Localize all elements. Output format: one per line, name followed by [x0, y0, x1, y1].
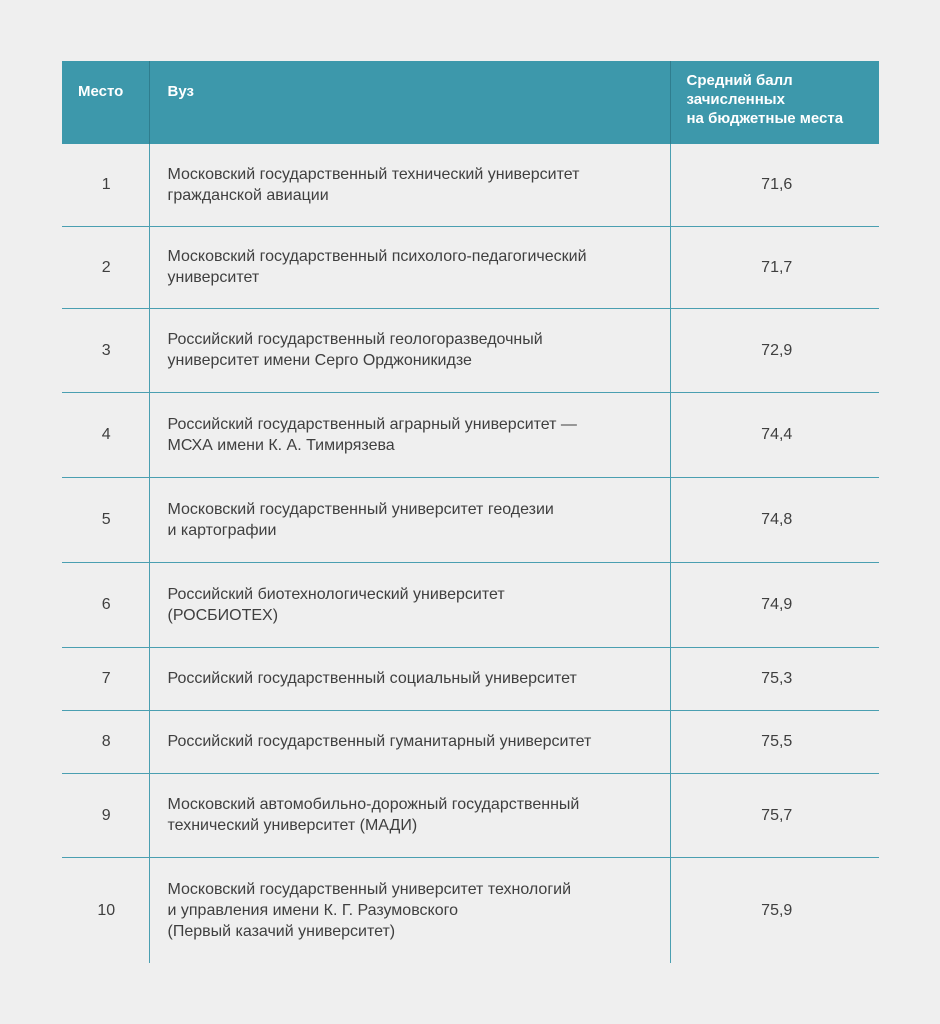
- score-cell: 75,9: [670, 857, 879, 963]
- table-row: [62, 308, 879, 392]
- header-row: [62, 61, 879, 144]
- university-cell: [149, 392, 670, 477]
- university-name-line: Российский биотехнологический университет: [167, 585, 505, 603]
- rank-cell: 7: [62, 647, 149, 710]
- score-cell: 71,7: [670, 226, 879, 308]
- rank-cell: 3: [62, 308, 149, 392]
- score-cell: 74,8: [670, 477, 879, 562]
- header-score-line: на бюджетные места: [686, 110, 844, 127]
- table-row: [62, 857, 879, 963]
- university-name-line: Российский государственный аграрный университет —: [167, 415, 577, 433]
- university-name-line: гражданской авиации: [167, 186, 329, 204]
- score-cell: 75,7: [670, 773, 879, 857]
- university-name-line: Московский автомобильно-дорожный государственный: [167, 796, 580, 813]
- university-cell: [149, 226, 670, 308]
- university-cell: [149, 477, 670, 562]
- header-score-line: зачисленных: [686, 91, 785, 108]
- university-name-line: Московский государственный технический университет: [167, 165, 580, 183]
- university-cell: [149, 857, 670, 963]
- rank-cell: 5: [62, 477, 149, 562]
- university-name-line: (Первый казачий университет): [167, 922, 396, 940]
- score-cell: 71,6: [670, 144, 879, 226]
- university-cell: [149, 144, 670, 226]
- university-cell: [149, 308, 670, 392]
- table-row: [62, 144, 879, 226]
- header-score-line: Средний балл: [686, 72, 793, 89]
- university-cell: [149, 773, 670, 857]
- table-row: [62, 773, 879, 857]
- table-row: [62, 710, 879, 773]
- table-body: [62, 144, 879, 963]
- rank-cell: 9: [62, 773, 149, 857]
- rank-cell: 10: [97, 901, 116, 919]
- table-row: [62, 392, 879, 477]
- rank-cell: 2: [62, 226, 149, 308]
- university-cell: [149, 710, 670, 773]
- university-name-line: и управления имени К. Г. Разумовского: [167, 901, 458, 919]
- university-name-line: Российский государственный гуманитарный университет: [167, 733, 592, 750]
- university-name-line: (РОСБИОТЕХ): [167, 606, 279, 624]
- score-cell: 72,9: [670, 308, 879, 392]
- university-cell: [149, 562, 670, 647]
- header-rank: Место: [62, 61, 149, 144]
- university-name-line: технический университет (МАДИ): [167, 817, 418, 834]
- table-row: [62, 562, 879, 647]
- rank-cell: 4: [62, 392, 149, 477]
- score-cell: 74,9: [670, 562, 879, 647]
- university-name-line: Московский государственный психолого-педагогический: [167, 248, 587, 265]
- rank-cell: 8: [62, 710, 149, 773]
- header-average-score: [670, 61, 879, 144]
- header-university: Вуз: [149, 61, 670, 144]
- rank-cell: 6: [62, 562, 149, 647]
- university-name-line: Московский государственный университет технологий: [167, 880, 572, 898]
- rank-cell: 1: [62, 144, 149, 226]
- table-row: [62, 647, 879, 710]
- university-name-line: МСХА имени К. А. Тимирязева: [167, 436, 395, 454]
- table-row: [62, 477, 879, 562]
- ranking-table: [62, 61, 879, 963]
- university-name-line: университет: [167, 269, 260, 286]
- university-cell: [149, 647, 670, 710]
- score-cell: 75,5: [670, 710, 879, 773]
- university-name-line: Российский государственный геологоразведочный: [167, 331, 543, 348]
- university-name-line: и картографии: [167, 521, 277, 539]
- score-cell: 74,4: [670, 392, 879, 477]
- table-row: [62, 226, 879, 308]
- table-header: [62, 61, 879, 144]
- university-name-line: Российский государственный социальный университет: [167, 670, 577, 687]
- score-cell: 75,3: [670, 647, 879, 710]
- university-name-line: Московский государственный университет геодезии: [167, 500, 554, 518]
- university-name-line: университет имени Серго Орджоникидзе: [167, 352, 472, 369]
